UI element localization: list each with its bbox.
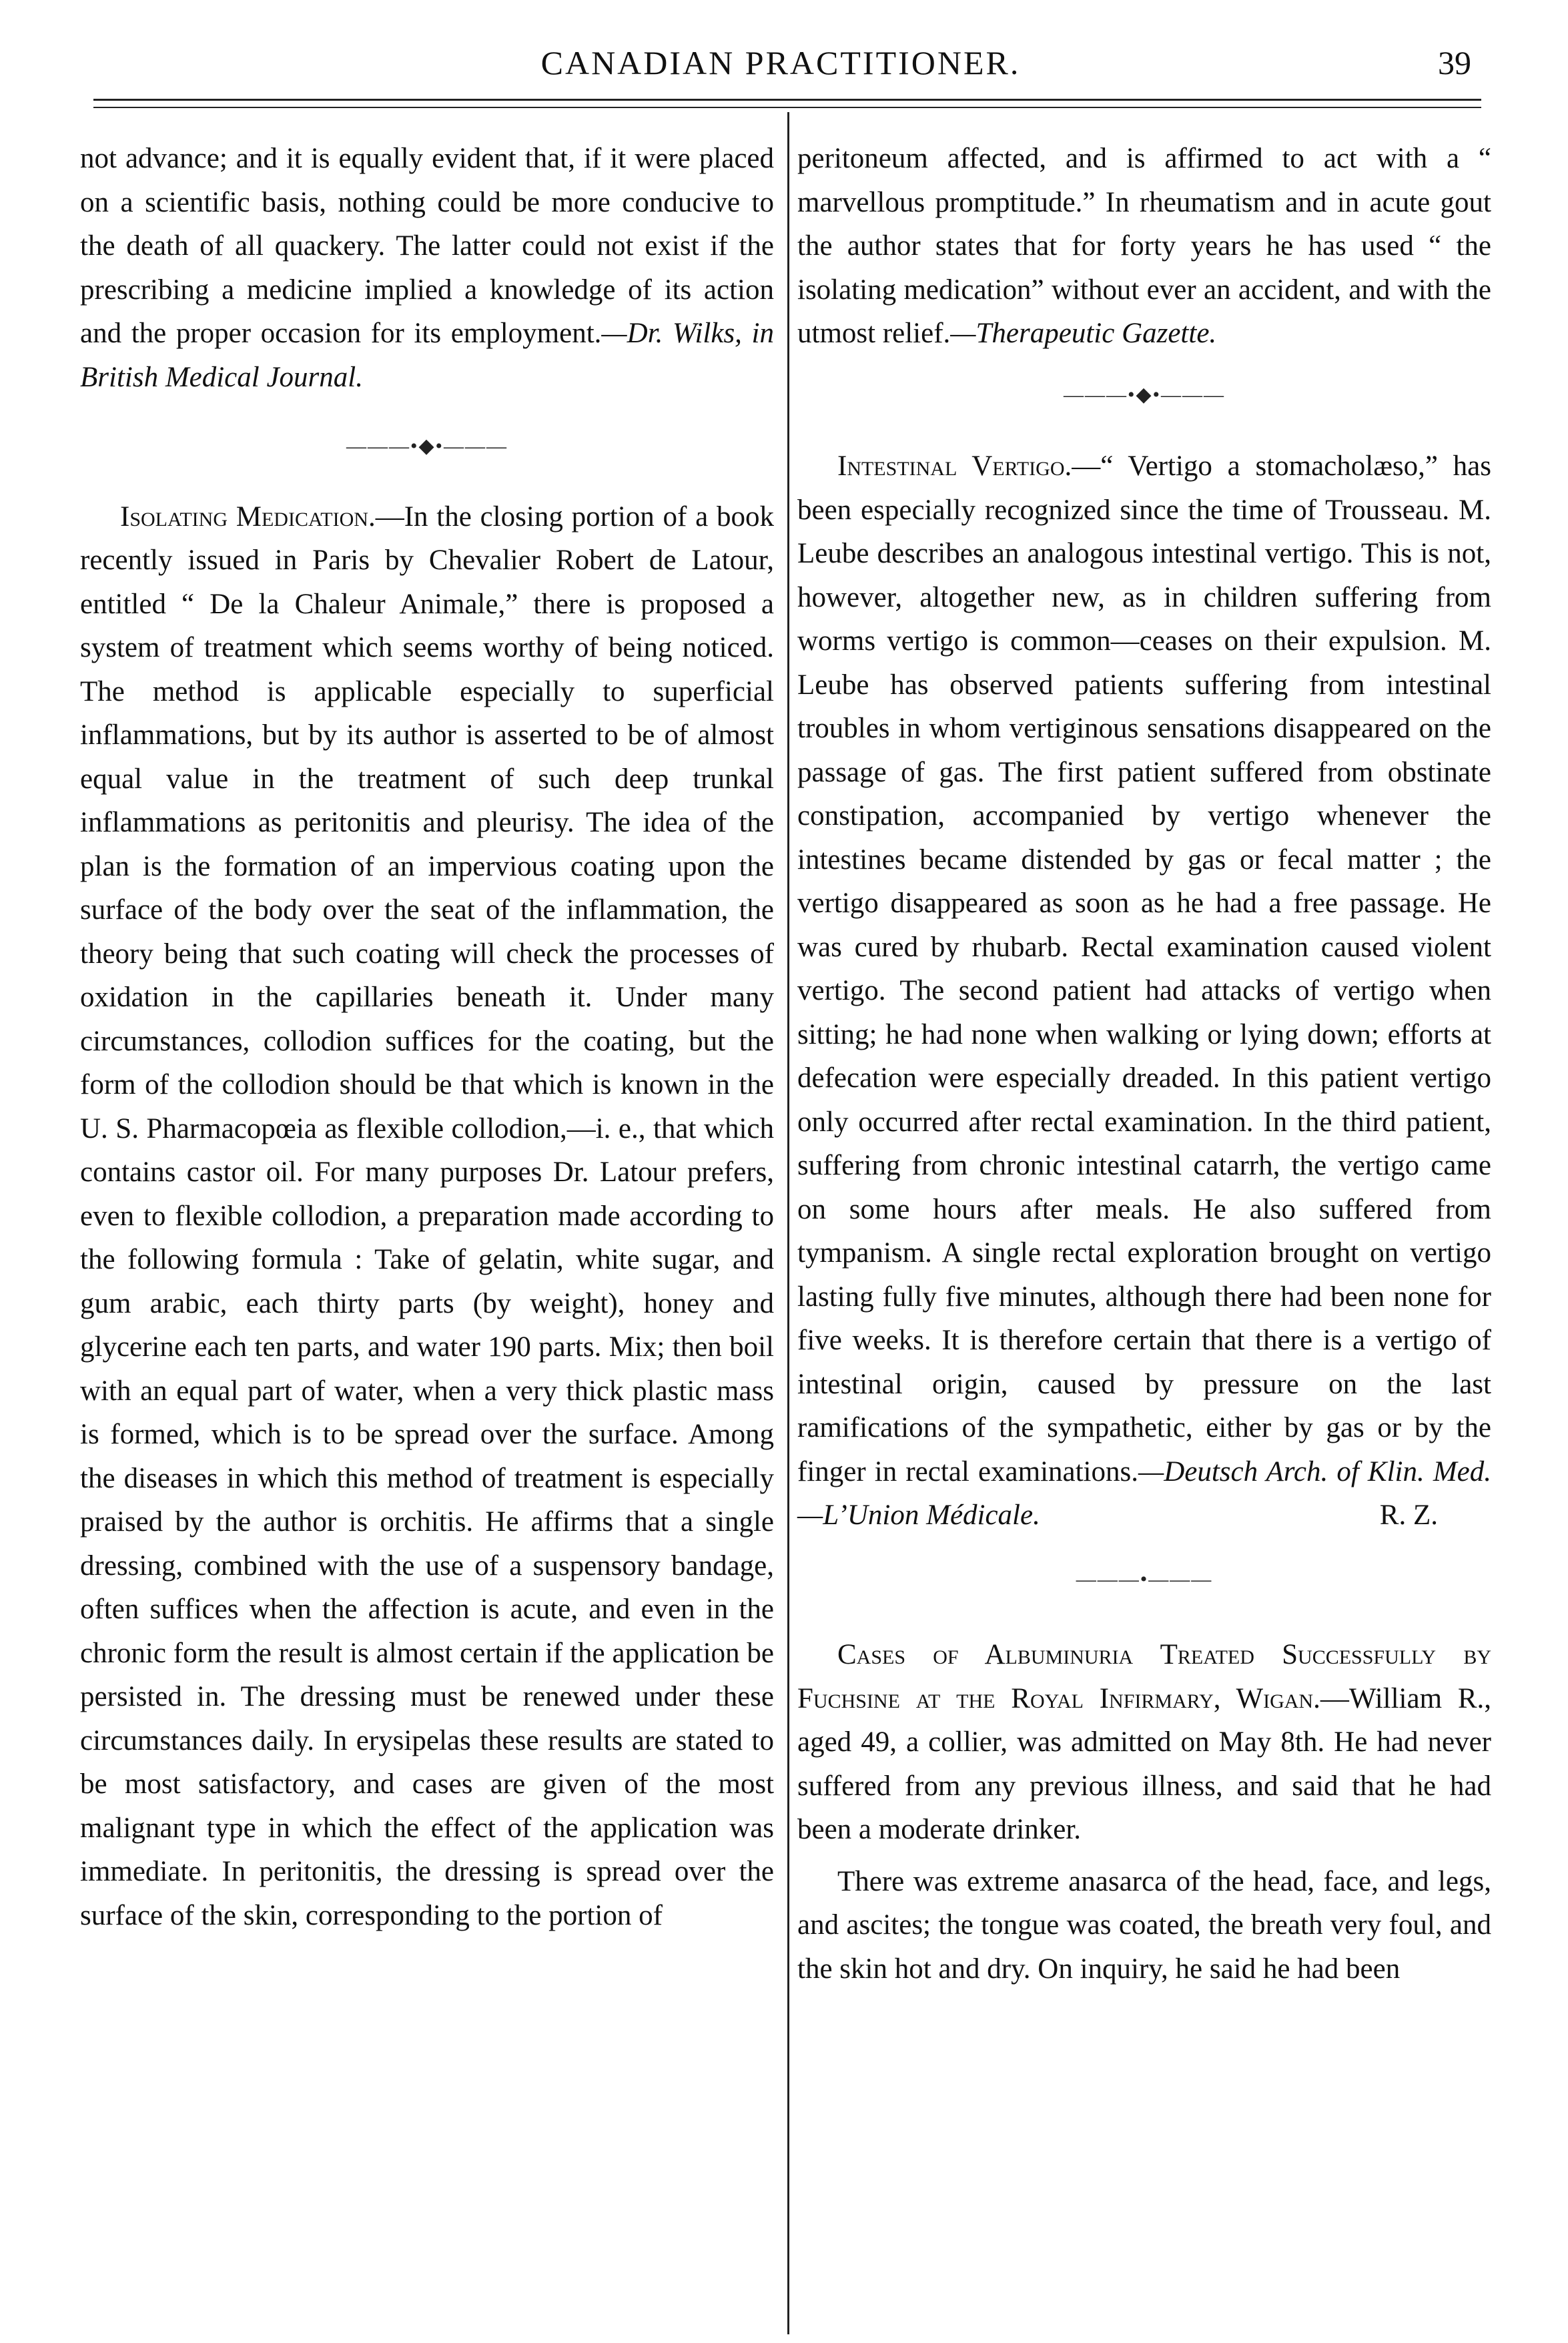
article-intestinal-vertigo	[797, 444, 1491, 1538]
left-p1-citation: —Dr. Wilks, in British Medical Journal.	[80, 318, 774, 393]
section-ornament: ———•———	[1076, 1568, 1213, 1590]
right-p1-text: peritoneum affected, and is affirmed to act with a “ marvellous promptitude.” In rheumatism and in acute gout the author states that for forty years he has used “ the isolating medication” without ever an accident, and with the utmost relief.	[797, 143, 1491, 349]
header-rule-secondary	[93, 107, 1481, 108]
left-column	[80, 137, 774, 1937]
column-divider	[787, 112, 789, 2334]
header-rule	[93, 99, 1481, 101]
author-signature: R. Z.	[1379, 1499, 1438, 1531]
article-body: —In the closing portion of a book recently issued in Paris by Chevalier Robert de Latour, entitled “ De la Chaleur Animale,” there is proposed a system of treatment which seems worthy of being noticed. The method is applicable especially to superficial inflammations, but by its author is asserted to be of almost equal value in the treatment of such deep trunkal inflammations as peritonitis and pleurisy. The idea of the plan is the formation of an impervious coating upon the surface of the body over the seat of the inflammation, the theory being that such coating will check the processes of oxidation in the capillaries beneath it. Under many circumstances, collodion suffices for the coating, but the form of the collodion should be that which is known in the U. S. Pharmacopœia as flexible collodion,—i. e., that which contains castor oil. For many purposes Dr. Latour prefers, even to flexible collodion, a preparation made according to the following formula : Take of gelatin, white sugar, and gum arabic, each thirty parts (by weight), honey and glycerine each ten parts, and water 190 parts. Mix; then boil with an equal part of water, when a very thick plastic mass is formed, which is to be spread over the surface. Among the diseases in which this method of treatment is especially praised by the author is orchitis. He affirms that a single dressing, combined with the use of a suspensory bandage, often suffices when the affection is acute, and even in the chronic form the result is almost certain if the application be persisted in. The dressing must be renewed under these circumstances daily. In erysipelas these results are stated to be most satisfactory, and cases are given of the most malignant type in which the effect of the application was immediate. In peritonitis, the dressing is spread over the surface of the skin, corresponding to the portion of	[80, 500, 774, 1931]
article-paragraph: There was extreme anasarca of the head, face, and legs, and ascites; the tongue was coated, the breath very foul, and the skin hot and dry. On inquiry, he said he had been	[797, 1865, 1491, 1985]
page-header	[87, 37, 1475, 83]
article-citation: —Deutsch Arch. of Klin. Med.—L’Union Médicale.	[797, 1455, 1491, 1531]
article-isolating-medication	[80, 495, 774, 1938]
article-heading: Isolating Medication.	[120, 500, 376, 533]
article-heading: Cases of Albuminuria Treated Successfully by Fuchsine at the Royal Infirmary, Wigan.	[797, 1639, 1491, 1714]
right-p1-citation: —Therapeutic Gazette.	[950, 318, 1217, 349]
left-paragraph-continuation	[80, 137, 774, 399]
page-number: 39	[1438, 44, 1471, 81]
section-ornament: ———•◆•———	[1063, 383, 1226, 406]
article-body: —“ Vertigo a stomacholæso,” has been especially recognized since the time of Trousseau. M. Leube describes an analogous intestinal vertigo. This is not, however, altogether new, as in children suffering from worms vertigo is common—ceases on their expulsion. M. Leube has observed patients suffering from intestinal troubles in whom vertiginous sensations disappeared on the passage of gas. The first patient suffered from obstinate constipation, accompanied by vertigo whenever the intestines became distended by gas or fecal matter ; the vertigo disappeared as soon as he had a free passage. He was cured by rhubarb. Rectal examination caused violent vertigo. The second patient had attacks of vertigo when sitting; he had none when walking or lying down; efforts at defecation were especially dreaded. In this patient vertigo only occurred after rectal examination. In the third patient, suffering from chronic intestinal catarrh, the vertigo came on some hours after meals. He also suffered from tympanism. A single rectal exploration brought on vertigo lasting fully five minutes, although there had been none for five weeks. It is therefore certain that there is a vertigo of intestinal origin, caused by pressure on the last ramifications of the sympathetic, either by gas or by the finger in rectal examinations.	[797, 450, 1492, 1487]
article-heading: Intestinal Vertigo.	[837, 450, 1072, 482]
right-column	[797, 137, 1491, 1991]
running-title: CANADIAN PRACTITIONER.	[540, 44, 1021, 81]
right-paragraph-continuation	[797, 137, 1491, 356]
article-body: —William R., aged 49, a collier, was admitted on May 8th. He had never suffered from any previous illness, and said that he had been a moderate drinker.	[797, 1682, 1491, 1845]
article-albuminuria	[797, 1633, 1491, 1852]
left-p1-text: not advance; and it is equally evident that, if it were placed on a scientific basis, nothing could be more conducive to the death of all quackery. The latter could not exist if the prescribing a medicine implied a knowledge of its action and the proper occasion for its employment.	[80, 143, 774, 349]
section-ornament: ———•◆•———	[346, 435, 508, 457]
